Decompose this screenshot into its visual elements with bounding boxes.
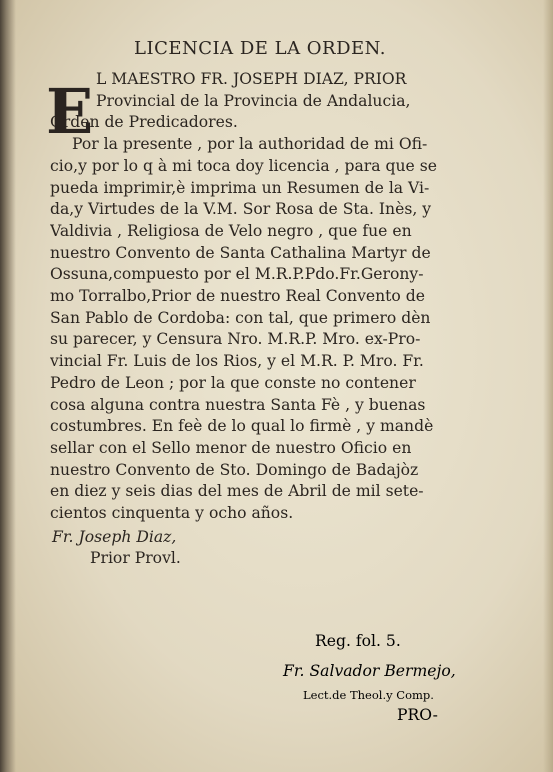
binding-shadow xyxy=(0,0,16,772)
text-line: cio,y por lo q à mi toca doy licencia , para que se xyxy=(50,156,437,175)
license-text xyxy=(46,38,450,570)
text-line: San Pablo de Cordoba: con tal, que primero dèn xyxy=(50,308,431,327)
text-line: en diez y seis dias del mes de Abril de mil sete- xyxy=(50,482,424,501)
text-line: nuestro Convento de Sto. Domingo de Badajòz xyxy=(50,460,419,479)
text-line: mo Torralbo,Prior de nuestro Real Convento de xyxy=(50,287,425,306)
text-line: cientos cinquenta y ocho años. xyxy=(50,504,294,523)
page-edge-shading xyxy=(543,0,553,772)
text-line: cosa alguna contra nuestra Santa Fè , y buenas xyxy=(50,395,426,414)
text-line: da,y Virtudes de la V.M. Sor Rosa de Sta. Inès, y xyxy=(50,200,432,219)
signer-title: Prior Provl. xyxy=(90,549,181,568)
text-line: vincial Fr. Luis de los Rios, y el M.R. P. Mro. Fr. xyxy=(50,352,424,371)
text-line: Provincial de la Provincia de Andalucia, xyxy=(96,91,411,110)
secretary-title: Lect.de Theol.y Comp. xyxy=(303,688,434,702)
text-line: Orden de Predicadores. xyxy=(50,113,238,132)
text-line: Pedro de Leon ; por la que conste no contener xyxy=(50,373,416,392)
secretary-name: Fr. Salvador Bermejo, xyxy=(283,662,456,680)
text-line: pueda imprimir,è imprima un Resumen de la Vi- xyxy=(50,178,430,197)
text-line: Valdivia , Religiosa de Velo negro , que fue en xyxy=(50,221,412,240)
text-line: L MAESTRO FR. JOSEPH DIAZ, PRIOR xyxy=(96,70,407,88)
catchword: PRO- xyxy=(397,706,438,724)
drop-cap-letter: E xyxy=(46,75,94,148)
text-line: sellar con el Sello menor de nuestro Oficio en xyxy=(50,438,412,457)
page-heading: LICENCIA DE LA ORDEN. xyxy=(134,38,386,59)
register-note: Reg. fol. 5. xyxy=(315,632,401,650)
text-line: nuestro Convento de Santa Cathalina Martyr de xyxy=(50,243,431,262)
text-line: su parecer, y Censura Nro. M.R.P. Mro. ex-Pro- xyxy=(50,330,421,349)
signer-name: Fr. Joseph Diaz, xyxy=(52,527,177,546)
text-line: costumbres. En feè de lo qual lo firmè , y mandè xyxy=(50,417,434,436)
text-line: Por la presente , por la authoridad de mi Ofi- xyxy=(72,135,428,154)
text-line: Ossuna,compuesto por el M.R.P.Pdo.Fr.Gerony- xyxy=(50,265,424,284)
